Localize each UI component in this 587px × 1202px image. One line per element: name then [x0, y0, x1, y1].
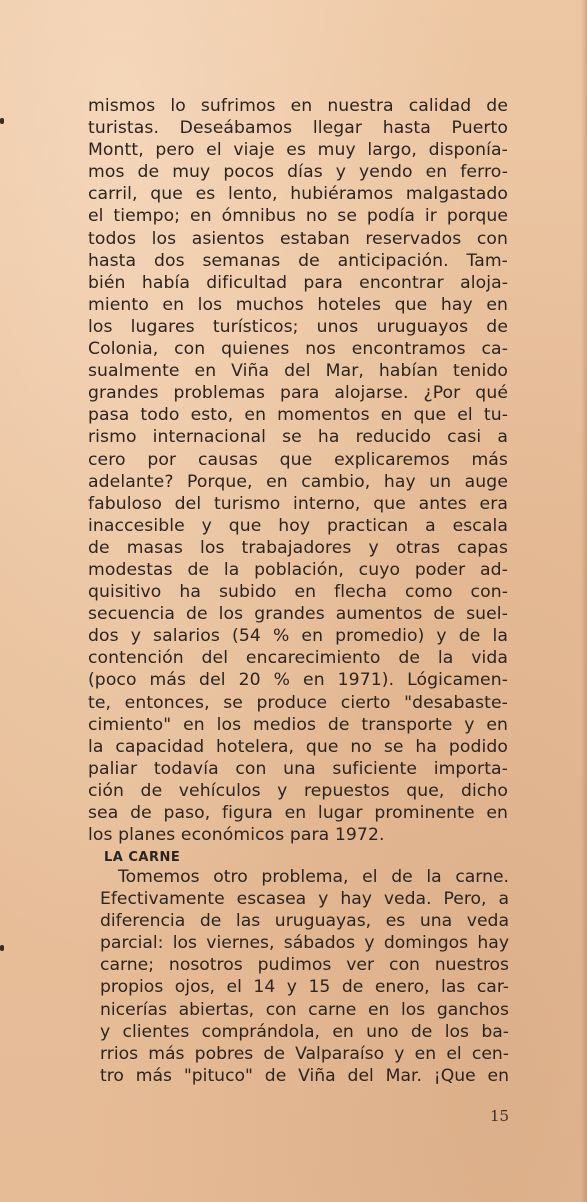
text-line: propios ojos, el 14 y 15 de enero, las car-	[100, 977, 509, 998]
text-line: turistas. Deseábamos llegar hasta Puerto	[88, 118, 508, 139]
text-line: ción de vehículos y repuestos que, dicho	[88, 780, 508, 801]
text-line: diferencia de las uruguayas, es una veda	[100, 911, 509, 932]
text-line: sea de paso, figura en lugar prominente en	[88, 803, 508, 823]
text-line: cero por causas que explicaremos más	[88, 449, 508, 470]
margin-mark	[0, 118, 4, 124]
text-line: quisitivo ha subido en flecha como con-	[88, 582, 508, 603]
text-line: pasa todo esto, en momentos en que el tu-	[88, 405, 508, 426]
text-line: adelante? Porque, en cambio, hay un auge	[88, 471, 508, 492]
text-line: contención del encarecimiento de la vida	[88, 648, 508, 669]
text-line: Montt, pero el viaje es muy largo, disponía-	[88, 140, 508, 161]
text-line: paliar todavía con una suficiente importa-	[88, 758, 508, 779]
text-line: mismos lo sufrimos en nuestra calidad de	[88, 96, 508, 116]
text-line: los planes económicos para 1972.	[88, 825, 385, 846]
text-line: y clientes comprándola, en uno de los ba-	[100, 1021, 509, 1042]
text-line: carril, que es lento, hubiéramos malgastado	[88, 184, 508, 205]
text-line: nicerías abiertas, con carne en los ganchos	[100, 999, 509, 1020]
margin-mark	[0, 945, 4, 951]
text-line: rismo internacional se ha reducido casi a	[88, 427, 508, 448]
text-line: dos y salarios (54 % en promedio) y de la	[88, 626, 508, 647]
text-line: Tomemos otro problema, el de la carne.	[118, 867, 509, 887]
text-line: miento en los muchos hoteles que hay en	[88, 294, 508, 315]
page-edge-shadow	[581, 0, 587, 1202]
text-line: fabuloso del turismo interno, que antes era	[88, 493, 508, 514]
text-line: la capacidad hotelera, que no se ha podido	[88, 736, 508, 757]
text-line: tro más "pituco" de Viña del Mar. ¡Que en	[100, 1065, 509, 1086]
text-line: sualmente en Viña del Mar, habían tenido	[88, 361, 508, 382]
text-line: Efectivamente escasea y hay veda. Pero, a	[100, 889, 509, 910]
text-line: te, entonces, se produce cierto "desabaste-	[88, 692, 508, 713]
text-line: los lugares turísticos; unos uruguayos de	[88, 316, 508, 337]
text-line: bién había dificultad para encontrar aloja-	[88, 272, 508, 293]
text-line: hasta dos semanas de anticipación. Tam-	[88, 250, 508, 271]
page-number: 15	[490, 1107, 510, 1125]
text-line: Colonia, con quienes nos encontramos ca-	[88, 339, 508, 360]
text-line: grandes problemas para alojarse. ¿Por qué	[88, 383, 508, 404]
text-line: (poco más del 20 % en 1971). Lógicamen-	[88, 670, 508, 691]
text-line: parcial: los viernes, sábados y domingos hay	[100, 933, 509, 954]
text-line: todos los asientos estaban reservados con	[88, 228, 508, 249]
text-line: cimiento" en los medios de transporte y en	[88, 714, 508, 735]
text-line: modestas de la población, cuyo poder ad-	[88, 559, 508, 580]
section-heading: LA CARNE	[104, 850, 181, 866]
body-paragraph	[88, 95, 508, 868]
text-line: rrios más pobres de Valparaíso y en el cen-	[100, 1043, 509, 1064]
text-line: mos de muy pocos días y yendo en ferro-	[88, 162, 508, 183]
text-line: de masas los trabajadores y otras capas	[88, 537, 508, 558]
text-line: carne; nosotros pudimos ver con nuestros	[100, 955, 509, 976]
text-line: el tiempo; en ómnibus no se podía ir porque	[88, 206, 508, 227]
text-line: secuencia de los grandes aumentos de suel-	[88, 604, 508, 625]
text-line: inaccesible y que hoy practican a escala	[88, 515, 508, 536]
section-paragraph	[100, 866, 509, 1087]
